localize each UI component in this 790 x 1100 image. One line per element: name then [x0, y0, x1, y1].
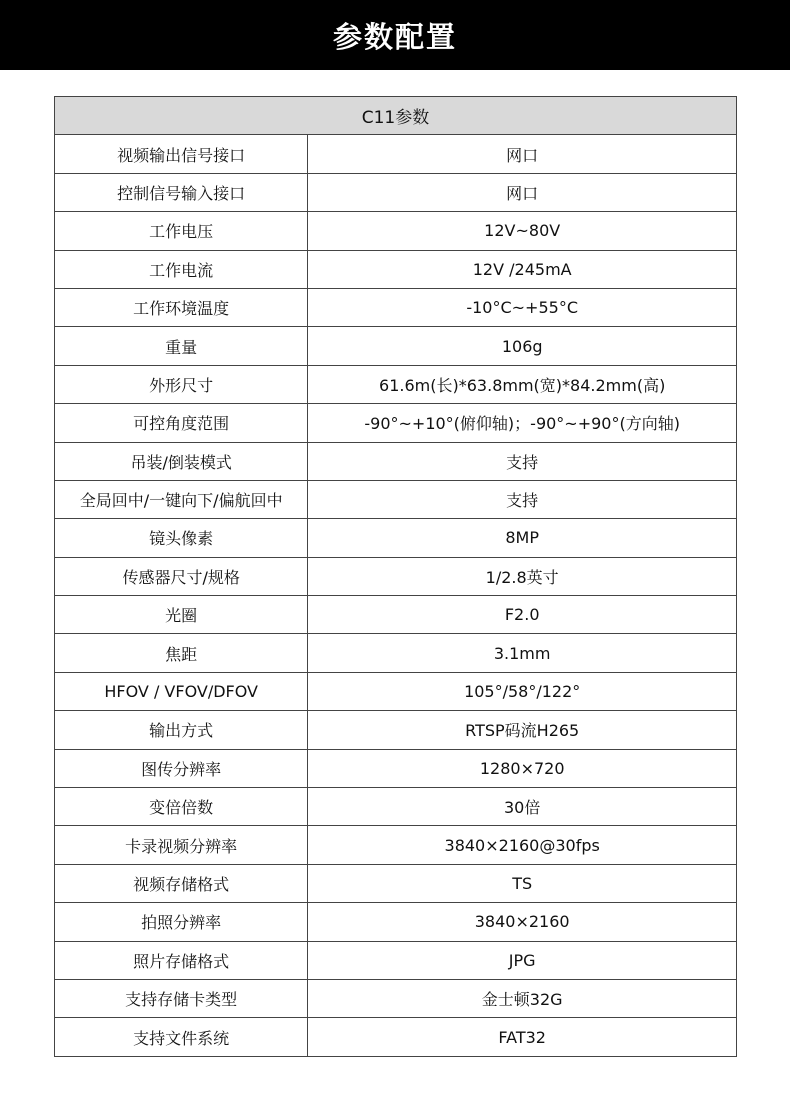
spec-label: 视频输出信号接口 [55, 135, 308, 173]
spec-label: 视频存储格式 [55, 864, 308, 902]
spec-value: 105°/58°/122° [308, 672, 737, 710]
table-row [55, 903, 737, 941]
table-row [55, 672, 737, 710]
spec-value: RTSP码流H265 [308, 711, 737, 749]
table-row [55, 1018, 737, 1056]
header-bar [0, 0, 790, 70]
spec-label: 照片存储格式 [55, 941, 308, 979]
spec-label: 变倍倍数 [55, 788, 308, 826]
spec-value: 12V~80V [308, 212, 737, 250]
spec-value: 3840×2160@30fps [308, 826, 737, 864]
table-row [55, 212, 737, 250]
spec-label: 图传分辨率 [55, 749, 308, 787]
spec-label: 工作电压 [55, 212, 308, 250]
spec-label: 支持文件系统 [55, 1018, 308, 1056]
table-caption: C11参数 [55, 97, 737, 135]
spec-value: 8MP [308, 519, 737, 557]
spec-value: FAT32 [308, 1018, 737, 1056]
table-row [55, 826, 737, 864]
spec-value: 1/2.8英寸 [308, 557, 737, 595]
spec-label: 支持存储卡类型 [55, 979, 308, 1017]
spec-value: F2.0 [308, 596, 737, 634]
spec-label: HFOV / VFOV/DFOV [55, 672, 308, 710]
spec-label: 外形尺寸 [55, 365, 308, 403]
spec-label: 工作电流 [55, 250, 308, 288]
spec-label: 卡录视频分辨率 [55, 826, 308, 864]
spec-label: 焦距 [55, 634, 308, 672]
spec-label: 工作环境温度 [55, 288, 308, 326]
spec-label: 光圈 [55, 596, 308, 634]
spec-value: 61.6m(长)*63.8mm(宽)*84.2mm(高) [308, 365, 737, 403]
table-row [55, 519, 737, 557]
table-row [55, 864, 737, 902]
spec-value: 金士顿32G [308, 979, 737, 1017]
table-row [55, 173, 737, 211]
spec-value: 30倍 [308, 788, 737, 826]
spec-value: TS [308, 864, 737, 902]
table-row [55, 788, 737, 826]
spec-value: -90°~+10°(俯仰轴)；-90°~+90°(方向轴) [308, 404, 737, 442]
spec-value: 支持 [308, 480, 737, 518]
spec-label: 输出方式 [55, 711, 308, 749]
spec-value: 网口 [308, 173, 737, 211]
spec-value: JPG [308, 941, 737, 979]
table-row [55, 596, 737, 634]
spec-value: -10°C~+55°C [308, 288, 737, 326]
table-row [55, 557, 737, 595]
table-row [55, 365, 737, 403]
spec-label: 全局回中/一键向下/偏航回中 [55, 480, 308, 518]
spec-value: 12V /245mA [308, 250, 737, 288]
spec-value: 支持 [308, 442, 737, 480]
spec-label: 重量 [55, 327, 308, 365]
table-row [55, 288, 737, 326]
spec-value: 1280×720 [308, 749, 737, 787]
table-row [55, 749, 737, 787]
spec-label: 镜头像素 [55, 519, 308, 557]
table-row [55, 711, 737, 749]
page-title: 参数配置 [332, 19, 457, 54]
spec-value: 106g [308, 327, 737, 365]
table-row [55, 327, 737, 365]
spec-label: 吊装/倒装模式 [55, 442, 308, 480]
table-row [55, 250, 737, 288]
spec-value: 3840×2160 [308, 903, 737, 941]
table-row [55, 480, 737, 518]
table-row [55, 634, 737, 672]
spec-label: 控制信号输入接口 [55, 173, 308, 211]
spec-value: 3.1mm [308, 634, 737, 672]
table-caption-row [55, 97, 737, 135]
table-row [55, 979, 737, 1017]
table-row [55, 135, 737, 173]
spec-table [54, 96, 737, 1057]
spec-label: 传感器尺寸/规格 [55, 557, 308, 595]
spec-label: 可控角度范围 [55, 404, 308, 442]
table-row [55, 442, 737, 480]
table-row [55, 404, 737, 442]
table-row [55, 941, 737, 979]
spec-table-body [55, 135, 737, 1056]
spec-value: 网口 [308, 135, 737, 173]
spec-label: 拍照分辨率 [55, 903, 308, 941]
